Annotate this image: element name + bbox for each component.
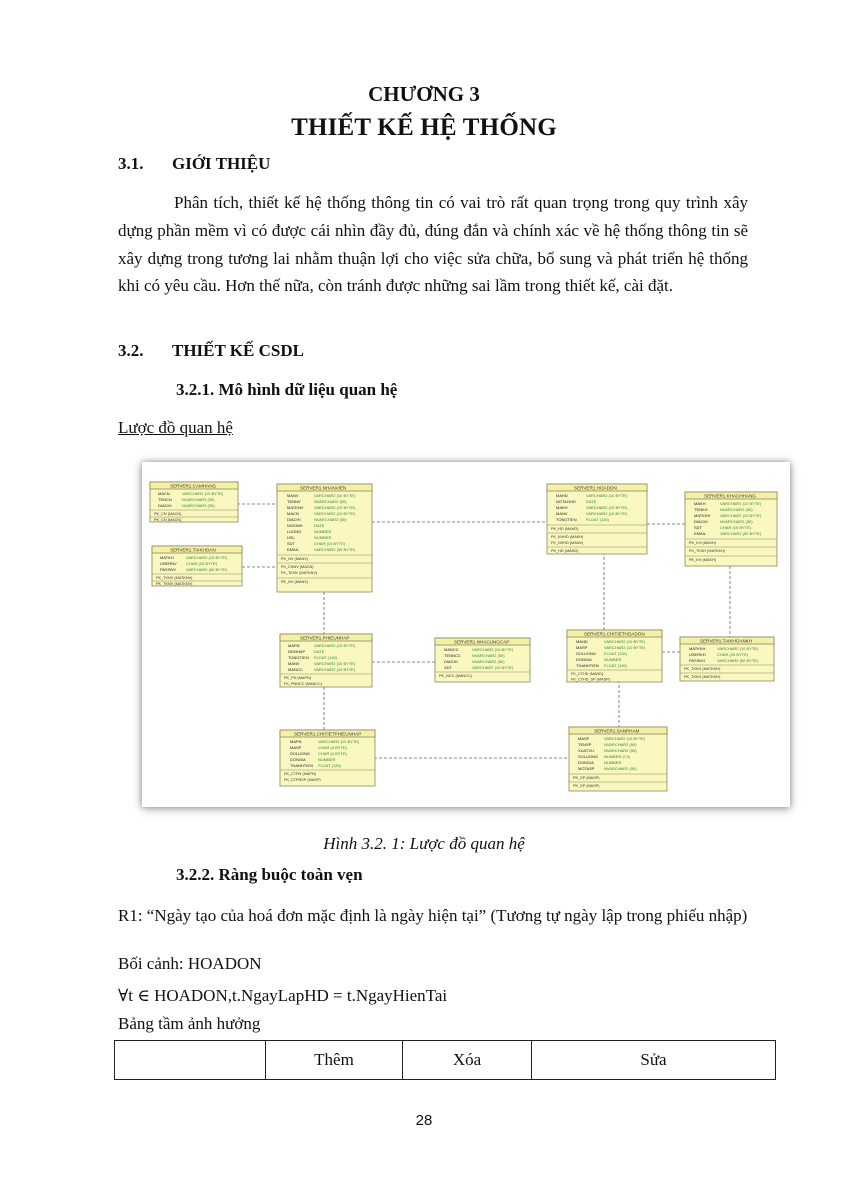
svg-text:SDT: SDT — [694, 525, 702, 530]
svg-text:MASP: MASP — [290, 745, 302, 750]
svg-text:PK_NCC (MANCC): PK_NCC (MANCC) — [439, 674, 472, 678]
section-number: 3.1. — [118, 154, 144, 173]
svg-text:VARCHAR2 (10 BYTE): VARCHAR2 (10 BYTE) — [586, 505, 628, 510]
svg-text:SERVER1.SANPHAM: SERVER1.SANPHAM — [594, 728, 640, 734]
svg-text:FLOAT (126): FLOAT (126) — [604, 663, 627, 668]
svg-text:FK_CTHD (MAHD): FK_CTHD (MAHD) — [571, 672, 604, 676]
svg-text:PK_KH (MAKH): PK_KH (MAKH) — [689, 541, 717, 545]
entity-box — [435, 638, 530, 682]
entity-box — [280, 730, 375, 786]
svg-text:NUMBER: NUMBER — [604, 760, 622, 765]
impact-table-label: Bảng tầm ảnh hưởng — [118, 1014, 261, 1033]
figure-caption: Hình 3.2. 1: Lược đồ quan hệ — [323, 834, 525, 853]
svg-text:VARCHAR2 (10 BYTE): VARCHAR2 (10 BYTE) — [604, 639, 646, 644]
svg-text:DATE: DATE — [314, 523, 325, 528]
svg-text:SOLUONG: SOLUONG — [576, 651, 597, 656]
svg-text:PK_HD (MAHD): PK_HD (MAHD) — [551, 549, 579, 553]
svg-text:MASP: MASP — [576, 645, 588, 650]
svg-text:PASSKH: PASSKH — [689, 658, 705, 663]
svg-text:SDT: SDT — [287, 541, 295, 546]
svg-text:PK_TKNV (MATKNV): PK_TKNV (MATKNV) — [156, 576, 193, 580]
entity-box — [277, 484, 372, 592]
svg-text:USERNV: USERNV — [160, 561, 177, 566]
svg-text:VARCHAR2 (50 BYTE): VARCHAR2 (50 BYTE) — [717, 658, 759, 663]
svg-text:MOTASP: MOTASP — [578, 766, 595, 771]
svg-text:MAPN: MAPN — [288, 643, 300, 648]
table-header-cell — [115, 1041, 266, 1080]
svg-text:VARCHAR2 (10 BYTE): VARCHAR2 (10 BYTE) — [314, 661, 356, 666]
svg-text:NVARCHAR2 (50): NVARCHAR2 (50) — [182, 497, 215, 502]
section-number: 3.2. — [118, 341, 144, 360]
svg-text:TENSP: TENSP — [578, 742, 592, 747]
svg-text:FLOAT (126): FLOAT (126) — [586, 517, 609, 522]
svg-text:SERVER1.PHIEUNHAP: SERVER1.PHIEUNHAP — [300, 635, 350, 641]
svg-text:VARCHAR2 (10 BYTE): VARCHAR2 (10 BYTE) — [472, 665, 514, 670]
svg-text:NGSINH: NGSINH — [287, 523, 303, 528]
svg-text:USERKH: USERKH — [689, 652, 706, 657]
svg-text:PK_TKKH (MATKKH): PK_TKKH (MATKKH) — [684, 675, 721, 679]
svg-text:VARCHAR2 (10 BYTE): VARCHAR2 (10 BYTE) — [604, 736, 646, 741]
er-diagram — [142, 462, 790, 807]
entity-box — [547, 484, 647, 554]
table-row — [115, 1041, 776, 1080]
svg-text:VARCHAR2 (10 BYTE): VARCHAR2 (10 BYTE) — [720, 513, 762, 518]
svg-text:FK_CNNV (MACN): FK_CNNV (MACN) — [281, 565, 314, 569]
svg-text:EMAIL: EMAIL — [694, 531, 707, 536]
svg-text:CHAR (10 BYTE): CHAR (10 BYTE) — [314, 541, 346, 546]
svg-text:VARCHAR2 (10 BYTE): VARCHAR2 (10 BYTE) — [472, 647, 514, 652]
section-title: GIỚI THIỆU — [172, 154, 271, 173]
svg-text:VARCHAR2 (10 BYTE): VARCHAR2 (10 BYTE) — [186, 555, 228, 560]
svg-text:FK_CTHD_SP (MASP): FK_CTHD_SP (MASP) — [571, 677, 610, 682]
chapter-number: CHƯƠNG 3 — [368, 82, 480, 106]
svg-text:MAKH: MAKH — [556, 505, 568, 510]
svg-text:NVARCHAR2 (50): NVARCHAR2 (50) — [314, 499, 347, 504]
svg-text:SERVER1.CHITIETHOADON: SERVER1.CHITIETHOADON — [584, 631, 645, 637]
svg-text:TONGTIEN: TONGTIEN — [556, 517, 577, 522]
svg-text:SERVER1.HOADON: SERVER1.HOADON — [574, 485, 617, 491]
svg-text:VARCHAR2 (50 BYTE): VARCHAR2 (50 BYTE) — [186, 567, 228, 572]
entity-box — [150, 482, 238, 522]
entity-box — [567, 630, 662, 682]
svg-text:VARCHAR2 (10 BYTE): VARCHAR2 (10 BYTE) — [314, 667, 356, 672]
svg-text:HSL: HSL — [287, 535, 295, 540]
svg-text:DATE: DATE — [314, 649, 325, 654]
svg-text:TENKH: TENKH — [694, 507, 708, 512]
svg-text:NVARCHAR2 (50): NVARCHAR2 (50) — [314, 517, 347, 522]
svg-text:SERVER1.CHITIETPHIEUNHAP: SERVER1.CHITIETPHIEUNHAP — [294, 731, 362, 737]
svg-text:NVARCHAR2 (50): NVARCHAR2 (50) — [182, 503, 215, 508]
svg-text:DATE: DATE — [586, 499, 597, 504]
subsection-heading-integrity: 3.2.2. Ràng buộc toàn vẹn — [176, 865, 363, 884]
svg-text:SERVER1.TAIKHOAN: SERVER1.TAIKHOAN — [170, 547, 216, 553]
svg-text:SERVER1.KHACHHANG: SERVER1.KHACHHANG — [704, 493, 756, 499]
svg-text:NVARCHAR2 (50): NVARCHAR2 (50) — [604, 742, 637, 747]
svg-text:PASSNV: PASSNV — [160, 567, 176, 572]
svg-text:PK_NV (MANV): PK_NV (MANV) — [281, 557, 309, 561]
section-title: THIẾT KẾ CSDL — [172, 341, 304, 360]
svg-text:MANV: MANV — [288, 661, 300, 666]
svg-text:PK_KH (MAKH): PK_KH (MAKH) — [689, 558, 717, 562]
svg-text:VARCHAR2 (10 BYTE): VARCHAR2 (10 BYTE) — [318, 739, 360, 744]
svg-text:CHAR (10 BYTE): CHAR (10 BYTE) — [720, 525, 752, 530]
entity-box — [680, 637, 774, 681]
svg-text:NUMBER (*,0): NUMBER (*,0) — [604, 754, 631, 759]
svg-text:MAKH: MAKH — [694, 501, 706, 506]
svg-text:NVARCHAR2 (50): NVARCHAR2 (50) — [604, 748, 637, 753]
table-header-cell: Xóa — [403, 1041, 532, 1080]
svg-text:PK_HD (MAHD): PK_HD (MAHD) — [551, 527, 579, 531]
impact-table — [114, 1040, 776, 1080]
svg-text:VARCHAR2 (50 BYTE): VARCHAR2 (50 BYTE) — [314, 547, 356, 552]
subsection-heading-relational-model: 3.2.1. Mô hình dữ liệu quan hệ — [176, 380, 398, 399]
svg-text:CHAR (20 BYTE): CHAR (20 BYTE) — [186, 561, 218, 566]
svg-text:MATKH: MATKH — [160, 555, 174, 560]
svg-text:MANCC: MANCC — [444, 647, 459, 652]
svg-text:NUMBER: NUMBER — [314, 529, 332, 534]
svg-text:PK_TKKH (MATKKH): PK_TKKH (MATKKH) — [684, 667, 721, 671]
svg-text:DIACHI: DIACHI — [694, 519, 708, 524]
svg-text:FLOAT (126): FLOAT (126) — [314, 655, 337, 660]
svg-text:MACN: MACN — [287, 511, 299, 516]
svg-text:SDT: SDT — [444, 665, 452, 670]
svg-text:VARCHAR2 (10 BYTE): VARCHAR2 (10 BYTE) — [586, 511, 628, 516]
svg-text:XUATXU: XUATXU — [578, 748, 594, 753]
svg-text:MATKNV: MATKNV — [287, 505, 304, 510]
page-number: 28 — [415, 1112, 433, 1129]
svg-text:FK_KHHD (MAKH): FK_KHHD (MAKH) — [551, 535, 584, 539]
svg-text:FK_PNNCC (MANCC): FK_PNNCC (MANCC) — [284, 682, 322, 686]
svg-text:VARCHAR2 (50 BYTE): VARCHAR2 (50 BYTE) — [720, 531, 762, 536]
svg-text:DONGIA: DONGIA — [576, 657, 592, 662]
svg-text:PK_NV (MANV): PK_NV (MANV) — [281, 580, 309, 584]
svg-text:PK_SP (MASP): PK_SP (MASP) — [573, 776, 600, 780]
section-heading-intro — [118, 154, 270, 174]
svg-text:PK_TKNV (MATKNV): PK_TKNV (MATKNV) — [156, 582, 193, 586]
svg-text:NVARCHAR2 (50): NVARCHAR2 (50) — [720, 507, 753, 512]
svg-text:MAPN: MAPN — [290, 739, 302, 744]
entity-box — [152, 546, 242, 586]
svg-text:MACN: MACN — [158, 491, 170, 496]
svg-text:MANV: MANV — [556, 511, 568, 516]
svg-text:DONGIA: DONGIA — [290, 757, 306, 762]
intro-text: Phân tích, thiết kế hệ thống thông tin có vai trò rất quan trọng trong quy trình xây dựng phần mềm vì có được cái nhìn đầy đủ, đúng đắn và chính xác về hệ thống thông tin sẽ xây dựng trong tương lai nhằm thuận lợi cho việc sửa chữa, bổ sung và phát triển hệ thống khi có yêu cầu. Hơn thế nữa, còn tránh được những sai lầm trong thiết kế, cài đặt. — [118, 193, 748, 296]
svg-text:TENCN: TENCN — [158, 497, 172, 502]
svg-text:MATKKH: MATKKH — [689, 646, 706, 651]
schema-label: Lược đồ quan hệ — [118, 418, 233, 437]
context-line: Bối cảnh: HOADON — [118, 954, 262, 973]
svg-text:FK_NVHD (MANV): FK_NVHD (MANV) — [551, 541, 584, 545]
svg-text:FK_CTPN (MAPN): FK_CTPN (MAPN) — [284, 772, 316, 776]
svg-text:PK_CN (MACN): PK_CN (MACN) — [154, 512, 182, 516]
svg-text:NUMBER: NUMBER — [314, 535, 332, 540]
svg-text:FK_TKNV (MATKNV): FK_TKNV (MATKNV) — [281, 571, 318, 575]
table-header-cell: Thêm — [266, 1041, 403, 1080]
chapter-title: THIẾT KẾ HỆ THỐNG — [291, 114, 557, 141]
svg-text:PK_CN (MACN): PK_CN (MACN) — [154, 518, 182, 522]
svg-text:EMAIL: EMAIL — [287, 547, 300, 552]
svg-text:DONGIA: DONGIA — [578, 760, 594, 765]
svg-text:NVARCHAR2 (50): NVARCHAR2 (50) — [720, 519, 753, 524]
svg-text:PK_SP (MASP): PK_SP (MASP) — [573, 784, 600, 788]
svg-text:VARCHAR2 (10 BYTE): VARCHAR2 (10 BYTE) — [314, 643, 356, 648]
svg-text:TENNCC: TENNCC — [444, 653, 461, 658]
entity-box — [280, 634, 372, 687]
svg-text:DIACHI: DIACHI — [444, 659, 458, 664]
svg-text:MASP: MASP — [578, 736, 590, 741]
svg-text:SERVER1.NHANVIEN: SERVER1.NHANVIEN — [300, 485, 347, 491]
svg-text:NVARCHAR2 (50): NVARCHAR2 (50) — [472, 653, 505, 658]
svg-text:LUONG: LUONG — [287, 529, 302, 534]
svg-text:VARCHAR2 (10 BYTE): VARCHAR2 (10 BYTE) — [604, 645, 646, 650]
svg-text:PK_PN (MAPN): PK_PN (MAPN) — [284, 676, 312, 680]
svg-text:FLOAT (126): FLOAT (126) — [318, 763, 341, 768]
svg-text:SERVER1.NHACUNGCAP: SERVER1.NHACUNGCAP — [454, 639, 510, 645]
svg-text:FLOAT (126): FLOAT (126) — [604, 651, 627, 656]
table-header-cell: Sửa — [532, 1041, 776, 1080]
svg-text:NVARCHAR2 (50): NVARCHAR2 (50) — [472, 659, 505, 664]
svg-text:NUMBER: NUMBER — [318, 757, 336, 762]
svg-text:CHAR (4 BYTE): CHAR (4 BYTE) — [318, 745, 347, 750]
svg-text:TONGTIEN: TONGTIEN — [288, 655, 309, 660]
er-diagram-canvas — [142, 462, 790, 807]
svg-text:MAHD: MAHD — [576, 639, 588, 644]
svg-text:VARCHAR2 (10 BYTE): VARCHAR2 (10 BYTE) — [720, 501, 762, 506]
entity-box — [569, 727, 667, 791]
svg-text:MANCC: MANCC — [288, 667, 303, 672]
svg-text:VARCHAR2 (10 BYTE): VARCHAR2 (10 BYTE) — [586, 493, 628, 498]
svg-text:DIACHI: DIACHI — [158, 503, 172, 508]
svg-text:DIACHI: DIACHI — [287, 517, 301, 522]
svg-text:NUMBER: NUMBER — [604, 657, 622, 662]
svg-text:MATKKH: MATKKH — [694, 513, 711, 518]
svg-text:SOLUONG: SOLUONG — [290, 751, 311, 756]
svg-text:SERVER1.CAMHANG: SERVER1.CAMHANG — [170, 483, 217, 489]
intro-paragraph — [118, 189, 748, 300]
svg-text:NVARCHAR2 (50): NVARCHAR2 (50) — [604, 766, 637, 771]
svg-text:VARCHAR2 (10 BYTE): VARCHAR2 (10 BYTE) — [717, 646, 759, 651]
svg-text:SOLUONG: SOLUONG — [578, 754, 599, 759]
svg-text:VARCHAR2 (10 BYTE): VARCHAR2 (10 BYTE) — [314, 493, 356, 498]
svg-text:VARCHAR2 (10 BYTE): VARCHAR2 (10 BYTE) — [314, 511, 356, 516]
svg-text:MAHD: MAHD — [556, 493, 568, 498]
svg-text:FK_CTPNSP (MASP): FK_CTPNSP (MASP) — [284, 778, 321, 782]
svg-text:CHAR (20 BYTE): CHAR (20 BYTE) — [717, 652, 749, 657]
svg-text:VARCHAR2 (10 BYTE): VARCHAR2 (10 BYTE) — [314, 505, 356, 510]
svg-text:THANHTIEN: THANHTIEN — [576, 663, 599, 668]
formula-line: ∀t ∈ HOADON,t.NgayLapHD = t.NgayHienTai — [118, 986, 448, 1005]
svg-text:TENNV: TENNV — [287, 499, 301, 504]
svg-text:MANV: MANV — [287, 493, 299, 498]
svg-text:NGTAOHD: NGTAOHD — [556, 499, 576, 504]
svg-text:CHAR (4 BYTE): CHAR (4 BYTE) — [318, 751, 347, 756]
svg-text:THANHTIEN: THANHTIEN — [290, 763, 313, 768]
svg-text:NGNHAP: NGNHAP — [288, 649, 306, 654]
svg-text:FK_TKKH (MATKKH): FK_TKKH (MATKKH) — [689, 549, 726, 553]
svg-text:VARCHAR2 (10 BYTE): VARCHAR2 (10 BYTE) — [182, 491, 224, 496]
section-heading-db-design — [118, 341, 304, 361]
rule-r1: R1: “Ngày tạo của hoá đơn mặc định là ngày hiện tại” (Tương tự ngày lập trong phiếu nhập) — [118, 906, 748, 925]
svg-text:SERVER1.TAIKHOANKH: SERVER1.TAIKHOANKH — [700, 638, 753, 644]
entity-box — [685, 492, 777, 566]
